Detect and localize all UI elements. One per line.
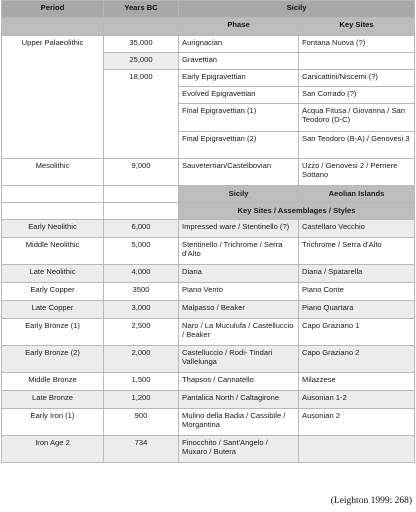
period-cell: Late Bronze [2,391,104,409]
blank-cell [2,186,104,203]
years-cell: 2,000 [104,346,179,373]
blank-cell [104,18,179,36]
years-cell: 6,000 [104,220,179,238]
header-row [2,1,415,18]
period-cell: Mesolithic [2,159,104,186]
sicily-cell: Stentinello / Trichrome / Serra d'Alto [179,238,299,265]
period-cell: Middle Neolithic [2,238,104,265]
aeolian-cell: Diana / Spatarella [299,265,415,283]
table-row [2,301,415,319]
citation: (Leighton 1999: 268) [330,496,412,506]
table-row [2,409,415,436]
table-row [2,283,415,301]
subheader-row [2,18,415,36]
phase-cell: Final Epigravettian (2) [179,132,299,159]
period-cell: Upper Palaeolithic [2,36,104,159]
table-row [2,220,415,238]
table-row [2,36,415,53]
phase-cell: Evolved Epigravettian [179,87,299,104]
aeolian-cell: Piano Conte [299,283,415,301]
years-cell: 18,000 [104,70,179,159]
sicily-cell: Naro / La Muculufa / Castelluccio / Beaker [179,319,299,346]
key-sites-assemblages-header: Key Sites / Assemblages / Styles [179,203,415,220]
phase-cell: Final Epigravettian (1) [179,104,299,132]
sicily-cell: Thapsos / Cannatello [179,373,299,391]
table-row [2,391,415,409]
years-cell: 1,200 [104,391,179,409]
period-header: Period [2,1,104,18]
period-cell: Middle Bronze [2,373,104,391]
aeolian-cell: Piano Quartara [299,301,415,319]
sicily-cell: Diana [179,265,299,283]
aeolian-cell: Ausonian 2 [299,409,415,436]
period-cell: Early Bronze (1) [2,319,104,346]
years-cell: 900 [104,409,179,436]
blank-cell [2,203,104,220]
sicily-cell: Impressed ware / Stentinello (?) [179,220,299,238]
sicily-cell: Malpasso / Beaker [179,301,299,319]
mid-header-row [2,203,415,220]
aeolian-cell [299,436,415,463]
years-header: Years BC [104,1,179,18]
period-cell: Early Copper [2,283,104,301]
years-cell: 9,000 [104,159,179,186]
sicily-cell: Castelluccio / Rodi- Tindari Vallelunga [179,346,299,373]
aeolian-cell: Castellaro Vecchio [299,220,415,238]
aeolian-subheader: Aeolian Islands [299,186,415,203]
sites-cell: San Corrado (?) [299,87,415,104]
phase-cell: Early Epigravettian [179,70,299,87]
period-cell: Late Copper [2,301,104,319]
table-row [2,373,415,391]
table-row [2,436,415,463]
sicily-cell: Mulino della Badia / Cassibile / Morgantina [179,409,299,436]
years-cell: 35,000 [104,36,179,53]
period-cell: Early Neolithic [2,220,104,238]
sicily-subheader: Sicily [179,186,299,203]
sites-cell: San Teodoro (B-A) / Genovesi 3 [299,132,415,159]
aeolian-cell: Capo Graziano 2 [299,346,415,373]
sicily-cell: Pantalica North / Caltagirone [179,391,299,409]
years-cell: 25,000 [104,53,179,70]
sicily-cell: Finocchito / Sant'Angelo / Muxaro / Butera [179,436,299,463]
key-sites-header: Key Sites [299,18,415,36]
phase-cell: Gravettian [179,53,299,70]
table-row [2,346,415,373]
blank-cell [104,203,179,220]
period-cell: Early Iron (1) [2,409,104,436]
sites-cell: Canicattini/Niscemi (?) [299,70,415,87]
years-cell: 2,500 [104,319,179,346]
period-cell: Late Neolithic [2,265,104,283]
years-cell: 3500 [104,283,179,301]
blank-cell [104,186,179,203]
years-cell: 1,500 [104,373,179,391]
mid-header-row [2,186,415,203]
table-row [2,159,415,186]
aeolian-cell: Capo Graziano 1 [299,319,415,346]
table-row [2,238,415,265]
years-cell: 5,000 [104,238,179,265]
period-cell: Iron Age 2 [2,436,104,463]
chronology-table [1,0,415,463]
years-cell: 4,000 [104,265,179,283]
sites-cell: Uzzo / Genovesi 2 / Perriere Sottano [299,159,415,186]
sites-cell [299,53,415,70]
sites-cell: Fontana Nuova (?) [299,36,415,53]
aeolian-cell: Milazzese [299,373,415,391]
phase-cell: Sauveterrian/Castelbovian [179,159,299,186]
aeolian-cell: Trichrome / Serra d'Alto [299,238,415,265]
phase-header: Phase [179,18,299,36]
period-cell: Early Bronze (2) [2,346,104,373]
phase-cell: Aurignacian [179,36,299,53]
blank-cell [2,18,104,36]
sicily-header: Sicily [179,1,415,18]
table-row [2,319,415,346]
table-row [2,265,415,283]
years-cell: 734 [104,436,179,463]
sicily-cell: Piano Vento [179,283,299,301]
sites-cell: Acqua Fitusa / Giovanna / San Teodoro (D-C) [299,104,415,132]
years-cell: 3,000 [104,301,179,319]
aeolian-cell: Ausonian 1-2 [299,391,415,409]
